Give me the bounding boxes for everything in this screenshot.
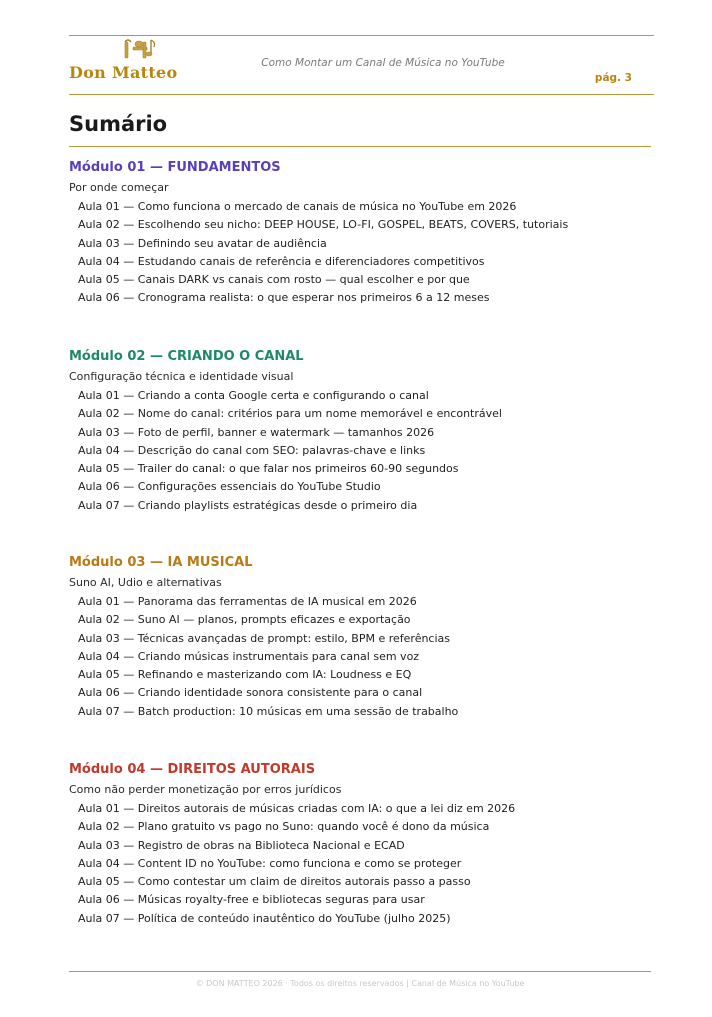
lesson-item: Aula 04 — Criando músicas instrumentais para canal sem voz	[78, 649, 420, 663]
page-title: Sumário	[69, 112, 168, 136]
module-subtitle: Suno AI, Udio e alternativas	[69, 576, 222, 589]
lesson-list	[69, 198, 654, 308]
page-number: pág. 3	[594, 72, 632, 84]
lesson-item: Aula 04 — Descrição do canal com SEO: palavras-chave e links	[78, 443, 426, 457]
lesson-list	[69, 593, 654, 721]
lesson-item: Aula 03 — Foto de perfil, banner e watermark — tamanhos 2026	[78, 425, 435, 439]
module-01	[69, 158, 654, 308]
header-top-rule	[69, 35, 654, 36]
header-bottom-rule	[69, 94, 654, 95]
lesson-item: Aula 01 — Direitos autorais de músicas criadas com IA: o que a lei diz em 2026	[78, 802, 516, 815]
lesson-item: Aula 06 — Músicas royalty-free e bibliotecas seguras para usar	[78, 893, 425, 907]
lesson-item: Aula 02 — Nome do canal: critérios para um nome memorável e encontrável	[78, 407, 502, 421]
lesson-item: Aula 06 — Criando identidade sonora consistente para o canal	[78, 686, 423, 700]
lesson-item: Aula 07 — Criando playlists estratégicas desde o primeiro dia	[78, 498, 418, 512]
title-rule	[69, 146, 651, 147]
lesson-item: Aula 07 — Batch production: 10 músicas em uma sessão de trabalho	[78, 704, 459, 718]
lesson-item: Aula 04 — Content ID no YouTube: como funciona e como se proteger	[78, 856, 462, 870]
module-title: Módulo 02 — CRIANDO O CANAL	[69, 349, 304, 364]
document-title: Como Montar um Canal de Música no YouTube	[261, 57, 505, 69]
module-03	[69, 553, 654, 721]
lesson-item: Aula 06 — Configurações essenciais do YouTube Studio	[78, 480, 381, 494]
module-title: Módulo 03 — IA MUSICAL	[69, 555, 253, 570]
lesson-list	[69, 800, 654, 928]
footer-text: © DON MATTEO 2026 · Todos os direitos reservados | Canal de Música no YouTube	[195, 979, 525, 988]
lesson-item: Aula 02 — Escolhendo seu nicho: DEEP HOUSE, LO-FI, GOSPEL, BEATS, COVERS, tutoriais	[78, 218, 569, 232]
lesson-item: Aula 01 — Como funciona o mercado de canais de música no YouTube em 2026	[78, 200, 517, 213]
lesson-item: Aula 05 — Como contestar um claim de direitos autorais passo a passo	[78, 875, 471, 889]
lesson-item: Aula 03 — Técnicas avançadas de prompt: estilo, BPM e referências	[78, 631, 451, 645]
logo-text: Don Matteo	[69, 63, 178, 82]
module-title: Módulo 04 — DIREITOS AUTORAIS	[69, 762, 316, 777]
lesson-item: Aula 05 — Canais DARK vs canais com rosto — qual escolher e por que	[78, 273, 470, 287]
lesson-list	[69, 387, 654, 515]
lesson-item: Aula 05 — Trailer do canal: o que falar nos primeiros 60-90 segundos	[78, 462, 459, 476]
module-title: Módulo 01 — FUNDAMENTOS	[69, 160, 281, 175]
footer-rule	[69, 971, 651, 972]
lesson-item: Aula 03 — Registro de obras na Biblioteca Nacional e ECAD	[78, 838, 405, 852]
module-subtitle: Configuração técnica e identidade visual	[69, 370, 294, 383]
lesson-item: Aula 02 — Suno AI — planos, prompts eficazes e exportação	[78, 613, 411, 627]
lesson-item: Aula 01 — Panorama das ferramentas de IA musical em 2026	[78, 595, 417, 608]
lesson-item: Aula 07 — Política de conteúdo inautêntico do YouTube (julho 2025)	[78, 911, 451, 925]
module-subtitle: Como não perder monetização por erros jurídicos	[69, 783, 342, 796]
document-page	[69, 0, 654, 1017]
lesson-item: Aula 02 — Plano gratuito vs pago no Suno: quando você é dono da música	[78, 820, 490, 834]
lesson-item: Aula 04 — Estudando canais de referência e diferenciadores competitivos	[78, 254, 485, 268]
lesson-item: Aula 05 — Refinando e masterizando com IA: Loudness e EQ	[78, 668, 412, 682]
module-subtitle: Por onde começar	[69, 181, 169, 194]
module-04	[69, 760, 654, 928]
musical-chair-logo-icon	[119, 38, 179, 64]
module-02	[69, 347, 654, 515]
lesson-item: Aula 03 — Definindo seu avatar de audiência	[78, 236, 327, 250]
lesson-item: Aula 06 — Cronograma realista: o que esperar nos primeiros 6 a 12 meses	[78, 291, 490, 305]
lesson-item: Aula 01 — Criando a conta Google certa e configurando o canal	[78, 389, 429, 402]
